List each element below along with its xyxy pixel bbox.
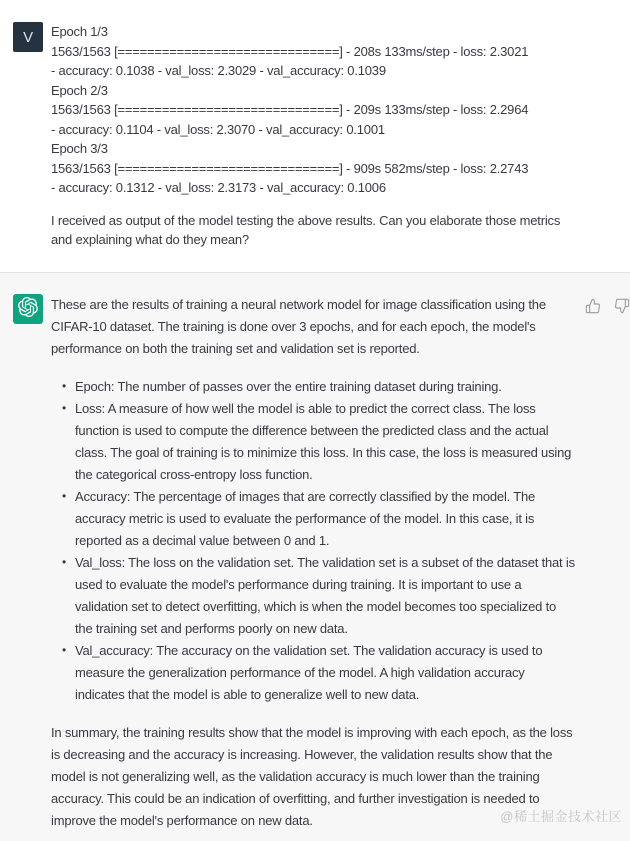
training-output-line: Epoch 1/3: [51, 24, 108, 39]
bullet-val-accuracy: • Val_accuracy: The accuracy on the validation set. The validation accuracy is used to measure the generalization performance of the model. A high validation accuracy indicates that the model is able to generalize well to new data.: [75, 640, 576, 706]
thumbs-up-icon[interactable]: [585, 298, 601, 314]
training-output-line: - accuracy: 0.1312 - val_loss: 2.3173 - val_accuracy: 0.1006: [51, 180, 386, 195]
assistant-summary-paragraph: In summary, the training results show that the model is improving with each epoch, as the loss is decreasing and the accuracy is increasing. However, the validation results show that the model is not generalizing well, as the validation accuracy is much lower than the training accuracy. This could be an indication of overfitting, and further investigation is needed to improve the model's performance on new data.: [51, 725, 573, 828]
training-output-line: 1563/1563 [==============================] - 209s 133ms/step - loss: 2.2964: [51, 102, 529, 117]
assistant-message: [0, 272, 630, 841]
training-output-line: - accuracy: 0.1104 - val_loss: 2.3070 - val_accuracy: 0.1001: [51, 121, 385, 137]
training-output-line: 1563/1563 [==============================] - 208s 133ms/step - loss: 2.3021: [51, 43, 529, 59]
training-output-line: 1563/1563 [==============================] - 909s 582ms/step - loss: 2.2743: [51, 160, 529, 176]
training-output-line: - accuracy: 0.1038 - val_loss: 2.3029 - val_accuracy: 0.1039: [51, 63, 386, 78]
user-question: I received as output of the model testing the above results. Can you elaborate those metrics and explaining what do they mean?: [51, 212, 561, 247]
user-avatar-letter: V: [23, 28, 33, 46]
bullet-accuracy: • Accuracy: The percentage of images that are correctly classified by the model. The accuracy metric is used to evaluate the performance of the model. In this case, it is reported as a decimal value between 0 and 1.: [75, 486, 576, 552]
bullet-epoch: • Epoch: The number of passes over the entire training dataset during training.: [75, 376, 576, 398]
chatgpt-avatar: [13, 294, 43, 324]
assistant-intro-paragraph: These are the results of training a neural network model for image classification using the CIFAR-10 dataset. The training is done over 3 epochs, and for each epoch, the model's performance on both the training set and validation set is reported.: [51, 297, 546, 356]
thumbs-down-icon[interactable]: [614, 298, 630, 314]
user-message: [0, 0, 630, 272]
message-actions: [585, 294, 630, 314]
metrics-bullet-list: [51, 376, 576, 706]
training-output: [51, 22, 576, 198]
bullet-loss: • Loss: A measure of how well the model is able to predict the correct class. The loss function is used to compute the difference between the predicted class and the actual class. The goal of training is to minimize this loss. In this case, the loss is measured using the categorical cross-entropy loss function.: [75, 398, 576, 486]
user-message-content: [51, 22, 576, 250]
training-output-line: Epoch 3/3: [51, 141, 108, 156]
bullet-val-loss: • Val_loss: The loss on the validation set. The validation set is a subset of the dataset that is used to evaluate the model's performance during training. It is important to use a validation set to detect overfitting, which is when the model becomes too specialized to the training set and performs poorly on new data.: [75, 552, 576, 640]
openai-logo-icon: [18, 297, 38, 322]
watermark: @稀土掘金技术社区: [500, 809, 622, 824]
user-avatar: [13, 22, 43, 52]
training-output-line: Epoch 2/3: [51, 82, 108, 98]
assistant-message-content: [51, 294, 576, 832]
